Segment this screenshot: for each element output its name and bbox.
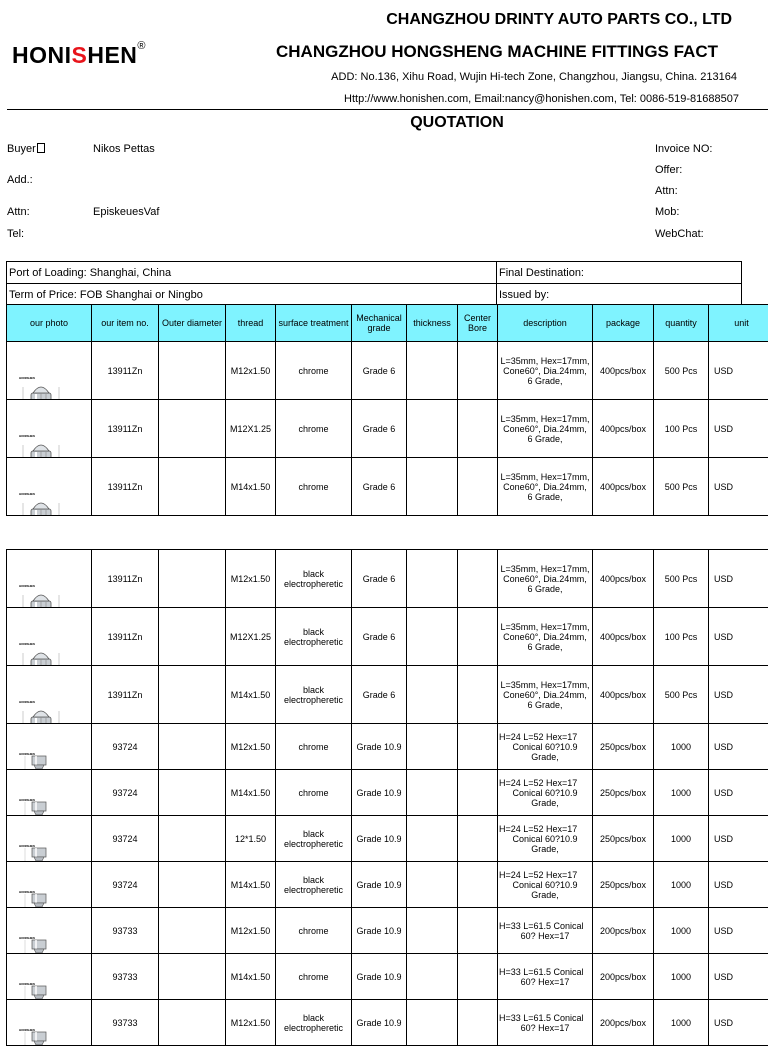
- description-line: L=35mm, Hex=17mm,: [499, 622, 591, 632]
- description-line: 6 Grade,: [499, 492, 591, 502]
- unit: USD: [709, 816, 768, 862]
- attn-right-label: Attn:: [655, 185, 678, 197]
- description-cell: [498, 458, 593, 516]
- item-no: 93724: [92, 724, 159, 770]
- item-no: 13911Zn: [92, 458, 159, 516]
- item-no: 13911Zn: [92, 400, 159, 458]
- table-row: [7, 608, 768, 666]
- photo-brand-label: HONISHEN: [19, 489, 35, 499]
- table-row: [7, 816, 768, 862]
- product-table-2: [6, 549, 768, 1046]
- surface-treatment: chrome: [276, 458, 352, 516]
- photo-brand-label: HONISHEN: [19, 581, 35, 591]
- mechanical-grade: Grade 10.9: [352, 862, 407, 908]
- thickness: [407, 770, 458, 816]
- package: 250pcs/box: [593, 724, 654, 770]
- lug-nut-icon: [19, 701, 67, 724]
- table-row: [7, 458, 768, 516]
- column-header: description: [498, 305, 593, 342]
- item-no: 13911Zn: [92, 666, 159, 724]
- thickness: [407, 342, 458, 400]
- unit: USD: [709, 608, 768, 666]
- outer-diameter: [159, 816, 226, 862]
- thickness: [407, 862, 458, 908]
- surface-treatment: chrome: [276, 342, 352, 400]
- description-line: Conical 60?10.9: [499, 834, 591, 844]
- center-bore: [458, 400, 498, 458]
- item-no: 93733: [92, 1000, 159, 1046]
- description-line: L=35mm, Hex=17mm,: [499, 680, 591, 690]
- quantity: 1000: [654, 816, 709, 862]
- logo-text-c: HEN: [87, 42, 137, 68]
- outer-diameter: [159, 1000, 226, 1046]
- mechanical-grade: Grade 6: [352, 400, 407, 458]
- description-line: H=24 L=52 Hex=17: [499, 732, 591, 742]
- unit: USD: [709, 400, 768, 458]
- surface-treatment: black electropheretic: [276, 608, 352, 666]
- buyer-value: Nikos Pettas: [93, 143, 155, 155]
- final-destination: Final Destination:: [497, 262, 742, 284]
- package: 400pcs/box: [593, 666, 654, 724]
- product-photo: [7, 400, 92, 458]
- description-line: Cone60°, Dia.24mm,: [499, 632, 591, 642]
- center-bore: [458, 770, 498, 816]
- thread: M12x1.50: [226, 908, 276, 954]
- column-header: Mechanical grade: [352, 305, 407, 342]
- unit: USD: [709, 666, 768, 724]
- quantity: 500 Pcs: [654, 342, 709, 400]
- table-row: [7, 1000, 768, 1046]
- unit: USD: [709, 954, 768, 1000]
- description-cell: [498, 724, 593, 770]
- mechanical-grade: Grade 10.9: [352, 816, 407, 862]
- quantity: 100 Pcs: [654, 608, 709, 666]
- item-no: 93724: [92, 862, 159, 908]
- photo-brand-label: HONISHEN: [19, 887, 35, 897]
- surface-treatment: chrome: [276, 400, 352, 458]
- column-header: package: [593, 305, 654, 342]
- column-header: thickness: [407, 305, 458, 342]
- description-line: Conical 60?10.9: [499, 788, 591, 798]
- registered-mark: ®: [137, 40, 146, 52]
- surface-treatment: black electropheretic: [276, 816, 352, 862]
- description-line: Grade,: [499, 798, 591, 808]
- photo-brand-label: HONISHEN: [19, 841, 35, 851]
- outer-diameter: [159, 862, 226, 908]
- unit: USD: [709, 342, 768, 400]
- description-line: Grade,: [499, 890, 591, 900]
- mechanical-grade: Grade 6: [352, 608, 407, 666]
- issued-by: Issued by:: [497, 284, 742, 306]
- center-bore: [458, 342, 498, 400]
- thread: M12x1.50: [226, 342, 276, 400]
- center-bore: [458, 816, 498, 862]
- item-no: 93724: [92, 770, 159, 816]
- photo-brand-label: HONISHEN: [19, 373, 35, 383]
- unit: USD: [709, 458, 768, 516]
- product-photo: [7, 908, 92, 954]
- description-line: Cone60°, Dia.24mm,: [499, 424, 591, 434]
- thread: M14x1.50: [226, 770, 276, 816]
- wheel-bolt-icon: [19, 1029, 59, 1046]
- quantity: 100 Pcs: [654, 400, 709, 458]
- item-no: 93733: [92, 908, 159, 954]
- outer-diameter: [159, 608, 226, 666]
- photo-brand-label: HONISHEN: [19, 1025, 35, 1035]
- package: 250pcs/box: [593, 770, 654, 816]
- description-cell: [498, 342, 593, 400]
- product-photo: [7, 666, 92, 724]
- description-line: Cone60°, Dia.24mm,: [499, 574, 591, 584]
- quantity: 500 Pcs: [654, 458, 709, 516]
- description-cell: [498, 608, 593, 666]
- product-photo: [7, 342, 92, 400]
- surface-treatment: chrome: [276, 770, 352, 816]
- quantity: 500 Pcs: [654, 666, 709, 724]
- company-name-2: CHANGZHOU HONGSHENG MACHINE FITTINGS FACT: [276, 42, 718, 62]
- logo-text-a: HONI: [12, 42, 72, 68]
- surface-treatment: black electropheretic: [276, 862, 352, 908]
- outer-diameter: [159, 954, 226, 1000]
- description-line: 6 Grade,: [499, 642, 591, 652]
- document-title: QUOTATION: [0, 114, 768, 132]
- photo-brand-label: HONISHEN: [19, 979, 35, 989]
- description-line: Cone60°, Dia.24mm,: [499, 366, 591, 376]
- center-bore: [458, 1000, 498, 1046]
- description-line: Grade,: [499, 844, 591, 854]
- product-photo: [7, 458, 92, 516]
- description-line: L=35mm, Hex=17mm,: [499, 472, 591, 482]
- wheel-bolt-icon: [19, 983, 59, 1000]
- lug-nut-icon: [19, 377, 67, 400]
- quantity: 1000: [654, 954, 709, 1000]
- add-label: Add.:: [7, 174, 33, 186]
- column-header: quantity: [654, 305, 709, 342]
- company-logo: [12, 42, 146, 69]
- thread: M14x1.50: [226, 458, 276, 516]
- description-line: H=24 L=52 Hex=17: [499, 824, 591, 834]
- header-divider: [7, 109, 768, 110]
- table-row: [7, 550, 768, 608]
- photo-brand-label: HONISHEN: [19, 431, 35, 441]
- photo-brand-label: HONISHEN: [19, 795, 35, 805]
- center-bore: [458, 908, 498, 954]
- product-photo: [7, 724, 92, 770]
- description-cell: [498, 862, 593, 908]
- description-line: H=33 L=61.5 Conical: [499, 921, 591, 931]
- description-cell: [498, 666, 593, 724]
- package: 250pcs/box: [593, 816, 654, 862]
- product-photo: [7, 1000, 92, 1046]
- thread: M14x1.50: [226, 954, 276, 1000]
- thread: M12x1.50: [226, 724, 276, 770]
- description-line: 6 Grade,: [499, 434, 591, 444]
- center-bore: [458, 550, 498, 608]
- thread: 12*1.50: [226, 816, 276, 862]
- surface-treatment: black electropheretic: [276, 1000, 352, 1046]
- product-photo: [7, 954, 92, 1000]
- surface-treatment: black electropheretic: [276, 550, 352, 608]
- product-photo: [7, 770, 92, 816]
- center-bore: [458, 862, 498, 908]
- table-row: [7, 342, 768, 400]
- table-header-row: [7, 305, 768, 342]
- thickness: [407, 1000, 458, 1046]
- company-name-1: CHANGZHOU DRINTY AUTO PARTS CO., LTD: [386, 11, 732, 29]
- thickness: [407, 908, 458, 954]
- attn-label: Attn:: [7, 206, 30, 218]
- mechanical-grade: Grade 10.9: [352, 770, 407, 816]
- item-no: 93733: [92, 954, 159, 1000]
- quantity: 1000: [654, 724, 709, 770]
- thread: M12x1.50: [226, 1000, 276, 1046]
- surface-treatment: chrome: [276, 954, 352, 1000]
- center-bore: [458, 458, 498, 516]
- description-line: 60? Hex=17: [499, 977, 591, 987]
- surface-treatment: chrome: [276, 724, 352, 770]
- attn-value: EpiskeuesVaf: [93, 206, 159, 218]
- unit: USD: [709, 908, 768, 954]
- item-no: 13911Zn: [92, 342, 159, 400]
- description-cell: [498, 770, 593, 816]
- wheel-bolt-icon: [19, 891, 59, 908]
- table-row: [7, 666, 768, 724]
- thread: M12X1.25: [226, 608, 276, 666]
- package: 200pcs/box: [593, 1000, 654, 1046]
- table-row: [7, 862, 768, 908]
- mechanical-grade: Grade 10.9: [352, 724, 407, 770]
- lug-nut-icon: [19, 435, 67, 458]
- quantity: 500 Pcs: [654, 550, 709, 608]
- thickness: [407, 816, 458, 862]
- description-cell: [498, 1000, 593, 1046]
- wheel-bolt-icon: [19, 799, 59, 816]
- column-header: our photo: [7, 305, 92, 342]
- mechanical-grade: Grade 6: [352, 342, 407, 400]
- table-row: [7, 908, 768, 954]
- description-line: Conical 60?10.9: [499, 742, 591, 752]
- mechanical-grade: Grade 10.9: [352, 1000, 407, 1046]
- invoice-label: Invoice NO:: [655, 143, 712, 155]
- placeholder-glyph-icon: [37, 143, 45, 153]
- product-photo: [7, 550, 92, 608]
- package: 400pcs/box: [593, 400, 654, 458]
- description-line: L=35mm, Hex=17mm,: [499, 414, 591, 424]
- lug-nut-icon: [19, 493, 67, 516]
- surface-treatment: black electropheretic: [276, 666, 352, 724]
- description-line: H=24 L=52 Hex=17: [499, 870, 591, 880]
- description-line: Conical 60?10.9: [499, 880, 591, 890]
- product-photo: [7, 816, 92, 862]
- logo-text-b: S: [72, 42, 88, 68]
- table-row: [7, 400, 768, 458]
- column-header: surface treatment: [276, 305, 352, 342]
- outer-diameter: [159, 770, 226, 816]
- wheel-bolt-icon: [19, 937, 59, 954]
- thickness: [407, 550, 458, 608]
- description-line: 6 Grade,: [499, 584, 591, 594]
- company-contact: Http://www.honishen.com, Email:nancy@honishen.com, Tel: 0086-519-81688507: [344, 93, 739, 105]
- description-line: H=33 L=61.5 Conical: [499, 967, 591, 977]
- center-bore: [458, 666, 498, 724]
- photo-brand-label: HONISHEN: [19, 639, 35, 649]
- photo-brand-label: HONISHEN: [19, 697, 35, 707]
- description-cell: [498, 400, 593, 458]
- product-table-1: [6, 304, 768, 516]
- thickness: [407, 608, 458, 666]
- offer-label: Offer:: [655, 164, 682, 176]
- description-line: L=35mm, Hex=17mm,: [499, 356, 591, 366]
- outer-diameter: [159, 400, 226, 458]
- thread: M12x1.50: [226, 550, 276, 608]
- mechanical-grade: Grade 6: [352, 550, 407, 608]
- mechanical-grade: Grade 6: [352, 458, 407, 516]
- thickness: [407, 666, 458, 724]
- thickness: [407, 954, 458, 1000]
- quantity: 1000: [654, 770, 709, 816]
- quantity: 1000: [654, 908, 709, 954]
- port-of-loading: Port of Loading: Shanghai, China: [7, 262, 497, 284]
- product-photo: [7, 608, 92, 666]
- quantity: 1000: [654, 862, 709, 908]
- unit: USD: [709, 1000, 768, 1046]
- terms-table: [6, 261, 742, 306]
- description-line: Cone60°, Dia.24mm,: [499, 482, 591, 492]
- mechanical-grade: Grade 10.9: [352, 954, 407, 1000]
- unit: USD: [709, 724, 768, 770]
- column-header: unit: [709, 305, 768, 342]
- item-no: 13911Zn: [92, 608, 159, 666]
- package: 200pcs/box: [593, 954, 654, 1000]
- description-line: 6 Grade,: [499, 700, 591, 710]
- column-header: Center Bore: [458, 305, 498, 342]
- table-row: [7, 770, 768, 816]
- outer-diameter: [159, 550, 226, 608]
- thickness: [407, 400, 458, 458]
- package: 200pcs/box: [593, 908, 654, 954]
- wheel-bolt-icon: [19, 845, 59, 862]
- outer-diameter: [159, 666, 226, 724]
- package: 400pcs/box: [593, 608, 654, 666]
- tel-label: Tel:: [7, 228, 24, 240]
- package: 400pcs/box: [593, 342, 654, 400]
- column-header: Outer diameter: [159, 305, 226, 342]
- product-photo: [7, 862, 92, 908]
- description-line: Grade,: [499, 752, 591, 762]
- package: 250pcs/box: [593, 862, 654, 908]
- thickness: [407, 724, 458, 770]
- outer-diameter: [159, 342, 226, 400]
- description-line: 6 Grade,: [499, 376, 591, 386]
- surface-treatment: chrome: [276, 908, 352, 954]
- column-header: thread: [226, 305, 276, 342]
- thread: M12X1.25: [226, 400, 276, 458]
- quantity: 1000: [654, 1000, 709, 1046]
- description-cell: [498, 954, 593, 1000]
- description-line: 60? Hex=17: [499, 931, 591, 941]
- description-cell: [498, 550, 593, 608]
- thread: M14x1.50: [226, 862, 276, 908]
- table-row: [7, 724, 768, 770]
- description-line: 60? Hex=17: [499, 1023, 591, 1033]
- thickness: [407, 458, 458, 516]
- wheel-bolt-icon: [19, 753, 59, 770]
- center-bore: [458, 608, 498, 666]
- description-cell: [498, 908, 593, 954]
- unit: USD: [709, 862, 768, 908]
- photo-brand-label: HONISHEN: [19, 749, 35, 759]
- thread: M14x1.50: [226, 666, 276, 724]
- description-line: L=35mm, Hex=17mm,: [499, 564, 591, 574]
- company-address: ADD: No.136, Xihu Road, Wujin Hi-tech Zone, Changzhou, Jiangsu, China. 213164: [331, 71, 737, 83]
- description-line: H=24 L=52 Hex=17: [499, 778, 591, 788]
- photo-brand-label: HONISHEN: [19, 933, 35, 943]
- center-bore: [458, 954, 498, 1000]
- mob-label: Mob:: [655, 206, 679, 218]
- outer-diameter: [159, 908, 226, 954]
- unit: USD: [709, 770, 768, 816]
- mechanical-grade: Grade 6: [352, 666, 407, 724]
- outer-diameter: [159, 458, 226, 516]
- buyer-label: Buyer: [7, 143, 45, 155]
- item-no: 13911Zn: [92, 550, 159, 608]
- mechanical-grade: Grade 10.9: [352, 908, 407, 954]
- center-bore: [458, 724, 498, 770]
- lug-nut-icon: [19, 585, 67, 608]
- package: 400pcs/box: [593, 458, 654, 516]
- description-line: Cone60°, Dia.24mm,: [499, 690, 591, 700]
- column-header: our item no.: [92, 305, 159, 342]
- package: 400pcs/box: [593, 550, 654, 608]
- description-line: H=33 L=61.5 Conical: [499, 1013, 591, 1023]
- table-row: [7, 954, 768, 1000]
- webchat-label: WebChat:: [655, 228, 704, 240]
- lug-nut-icon: [19, 643, 67, 666]
- unit: USD: [709, 550, 768, 608]
- description-cell: [498, 816, 593, 862]
- item-no: 93724: [92, 816, 159, 862]
- term-of-price: Term of Price: FOB Shanghai or Ningbo: [7, 284, 497, 306]
- outer-diameter: [159, 724, 226, 770]
